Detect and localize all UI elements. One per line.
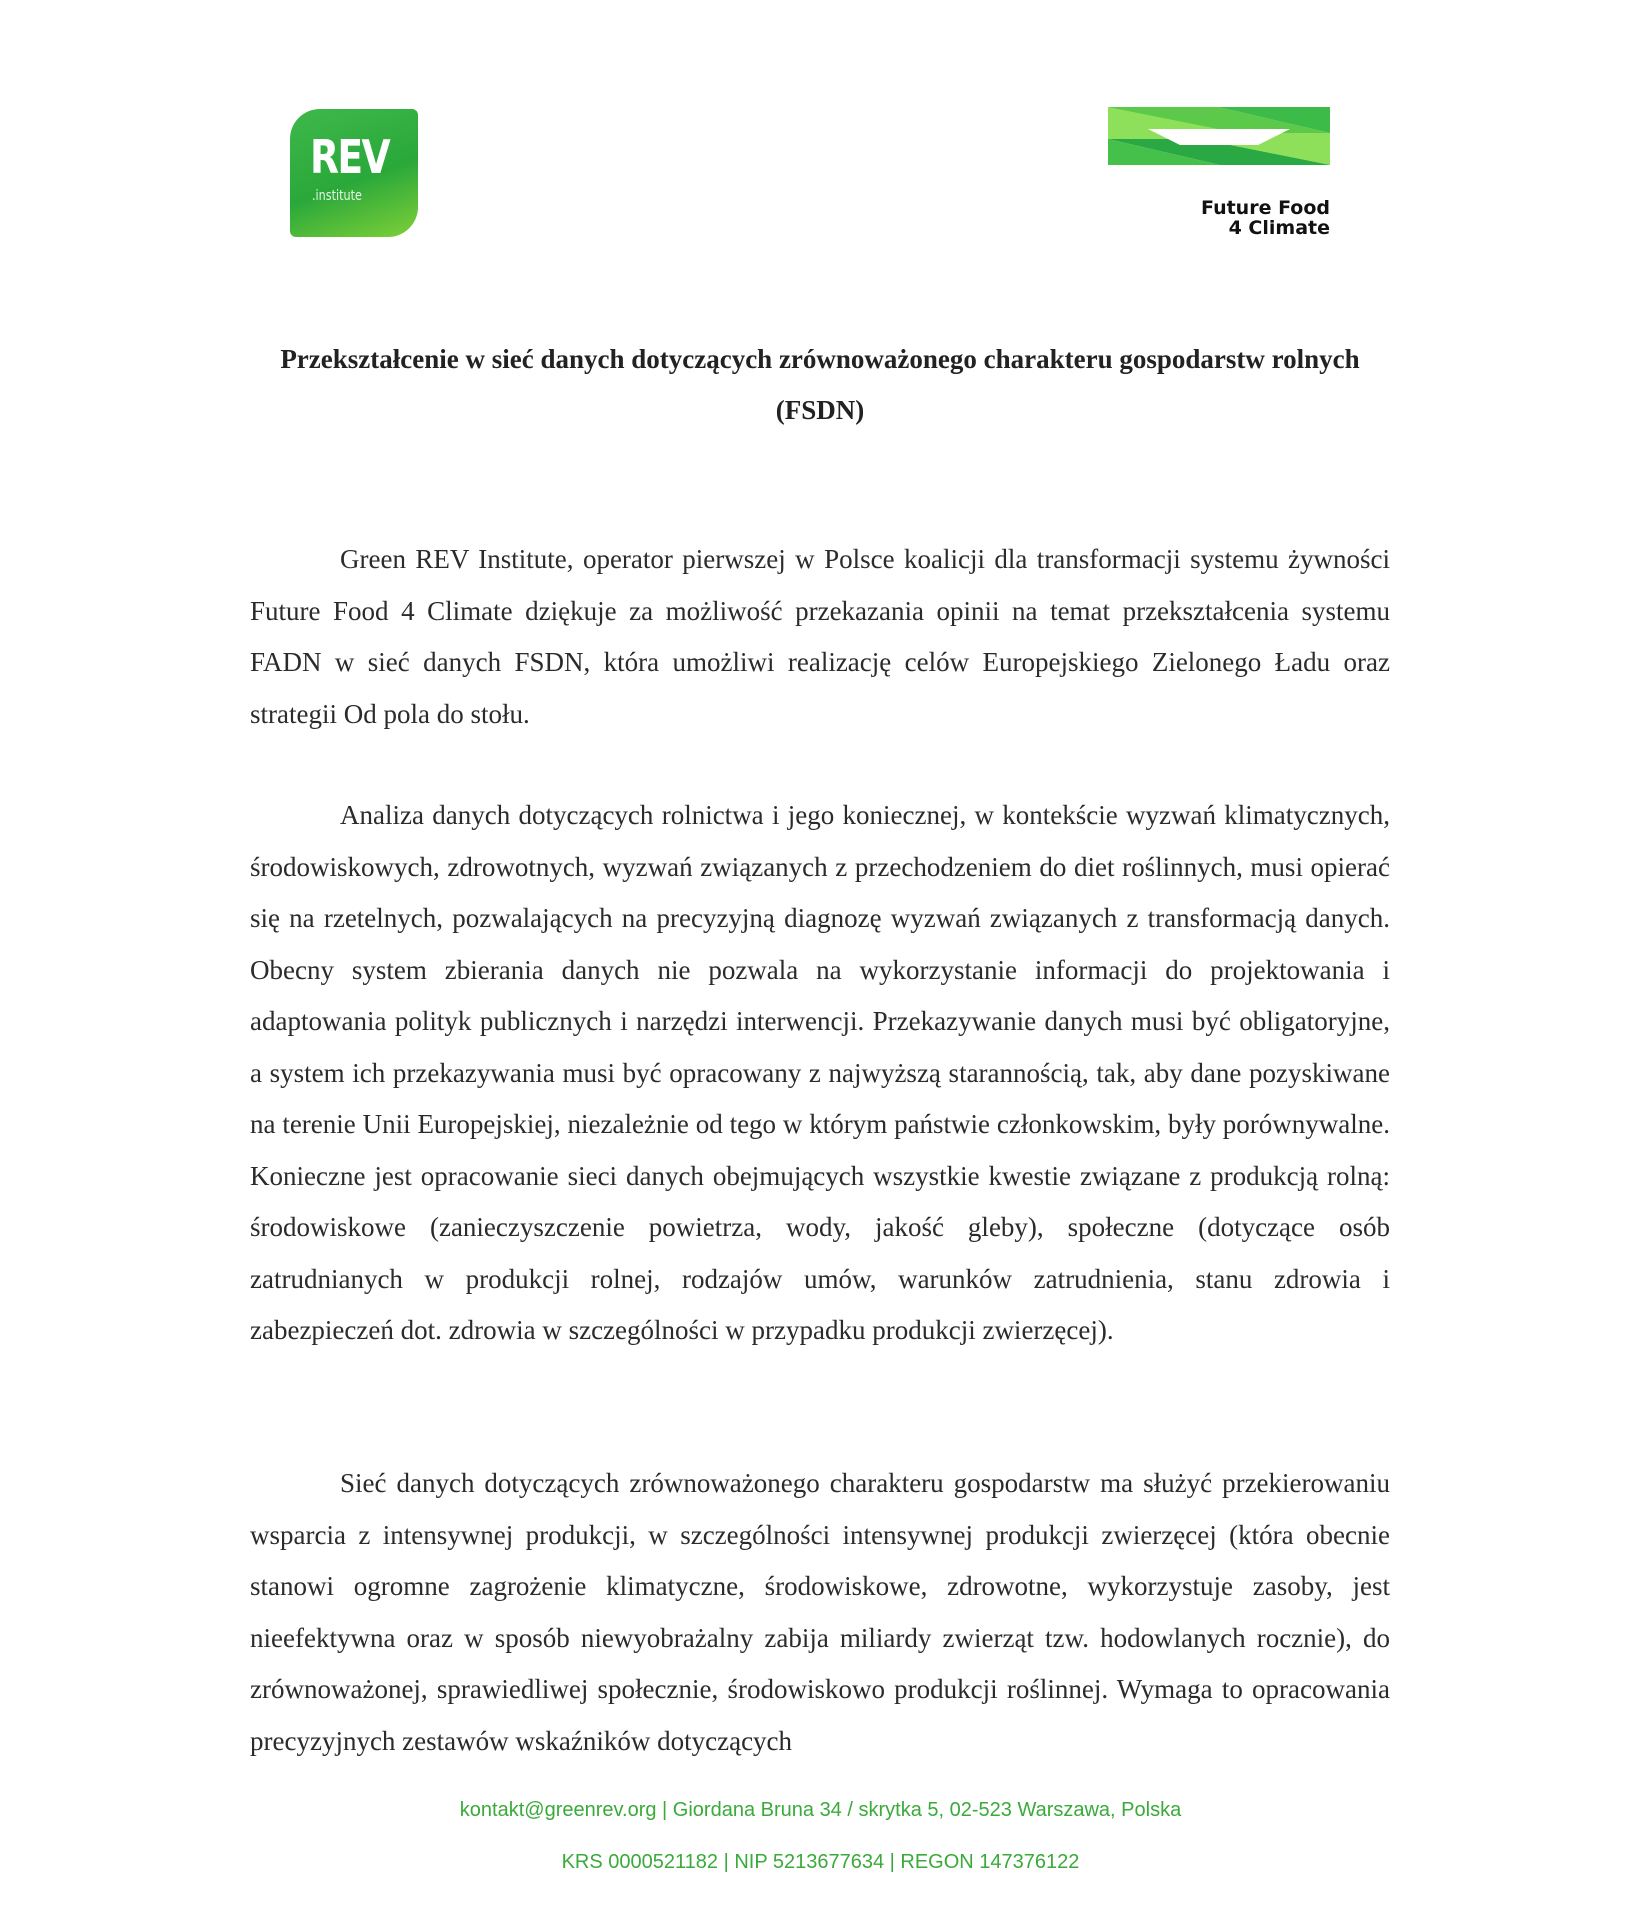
document-title: Przekształcenie w sieć danych dotyczących zrównoważonego charakteru gospodarstw rolnych (FSDN) — [280, 344, 1360, 425]
paragraph-3: Sieć danych dotyczących zrównoważonego charakteru gospodarstw ma służyć przekierowaniu wsparcia z intensywnej produkcji, w szczególności intensywnej produkcji zwierzęcej (która obecnie stanowi ogromne zagrożenie klimatyczne, środowiskowe, zdrowotne, wykorzystuje zasoby, jest nieefektywna oraz w sposób niewyobrażalny zabija miliardy zwierząt tzw. hodowlanych rocznie), do zrównoważonej, sprawiedliwej społecznie, środowiskowo produkcji roślinnej. Wymaga to opracowania precyzyjnych zestawów wskaźników dotyczących — [250, 1468, 1390, 1756]
ff4c-logo-line1: Future Food — [1201, 197, 1330, 219]
rev-logo-subtext: .institute — [312, 188, 362, 204]
future-food-4-climate-logo — [1108, 107, 1330, 237]
paragraph-2: Analiza danych dotyczących rolnictwa i jego koniecznej, w kontekście wyzwań klimatycznych, środowiskowych, zdrowotnych, wyzwań związanych z przechodzeniem do diet roślinnych, musi opierać się na rzetelnych, pozwalających na precyzyjną diagnozę wyzwań związanych z transformacją danych. Obecny system zbierania danych nie pozwala na wykorzystanie informacji do projektowania i adaptowania polityk publicznych i narzędzi interwencji. Przekazywanie danych musi być obligatoryjne, a system ich przekazywania musi być opracowany z najwyższą starannością, tak, aby dane pozyskiwane na terenie Unii Europejskiej, niezależnie od tego w którym państwie członkowskim, były porównywalne. Konieczne jest opracowanie sieci danych obejmujących wszystkie kwestie związane z produkcją rolną: środowiskowe (zanieczyszczenie powietrza, wody, jakość gleby), społeczne (dotyczące osób zatrudnianych w produkcji rolnej, rodzajów umów, warunków zatrudnienia, stanu zdrowia i zabezpieczeń dot. zdrowia w szczególności w przypadku produkcji zwierzęcej). — [250, 800, 1390, 1345]
paragraph-1: Green REV Institute, operator pierwszej w Polsce koalicji dla transformacji systemu żywności Future Food 4 Climate dziękuje za możliwość przekazania opinii na temat przekształcenia systemu FADN w sieć danych FSDN, która umożliwi realizację celów Europejskiego Zielonego Ładu oraz strategii Od pola do stołu. — [250, 544, 1390, 729]
rev-institute-logo — [290, 109, 418, 237]
ff4c-logo-line2: 4 Climate — [1228, 217, 1330, 239]
footer-contact-line: kontakt@greenrev.org | Giordana Bruna 34 / skrytka 5, 02-523 Warszawa, Polska — [459, 1799, 1182, 1821]
footer-registry-line: KRS 0000521182 | NIP 5213677634 | REGON 147376122 — [561, 1851, 1080, 1873]
rev-logo-text: REV — [310, 130, 390, 184]
ff4c-ribbon-icon — [1108, 107, 1330, 197]
